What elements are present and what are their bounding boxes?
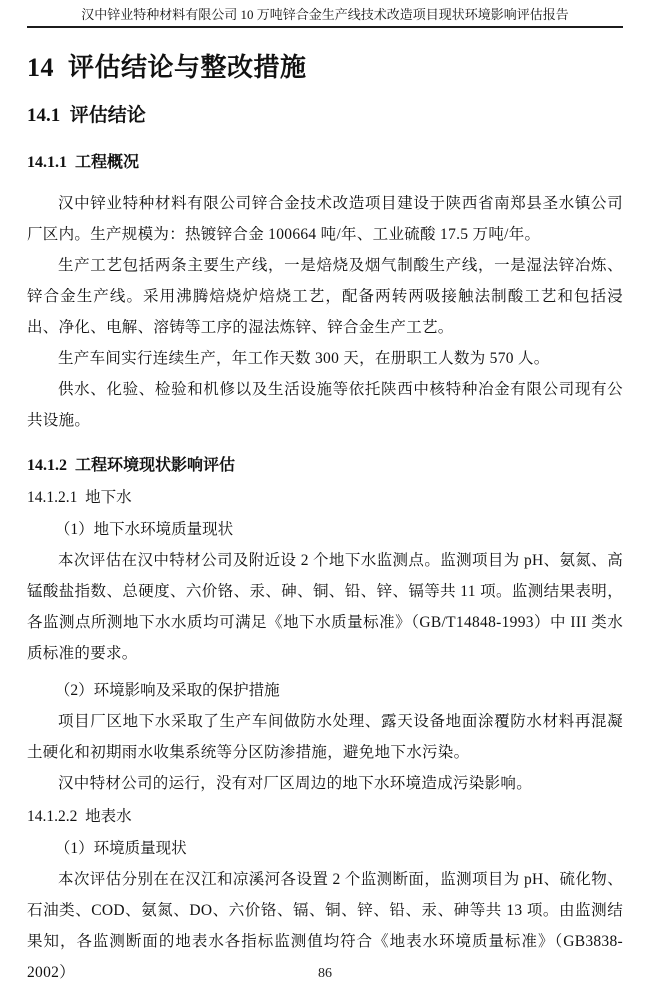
paragraph-groundwater-monitoring: 本次评估在汉中特材公司及附近设 2 个地下水监测点。监测项目为 pH、氨氮、高锰酸盐指数、总硬度、六价铬、汞、砷、铜、铅、锌、镉等共 11 项。监测结果表明，各监测点所测地下水水质均可满足《地下水质量标准》（GB/T14848-1993）中 III 类水质标准的要求。: [27, 552, 623, 662]
page-number: 86: [318, 966, 332, 981]
paragraph-public-facilities: 供水、化验、检验和机修以及生活设施等依托陕西中核特种冶金有限公司现有公共设施。: [27, 381, 623, 429]
list-item-surfacewater-quality-status: （1）环境质量现状: [54, 840, 187, 857]
paragraph-groundwater-measures: 项目厂区地下水采取了生产车间做防水处理、露天设备地面涂覆防水材料再混凝土硬化和初期雨水收集系统等分区防渗措施，避免地下水污染。: [27, 713, 623, 761]
subsubsection-heading-groundwater: 14.1.2.1 地下水: [27, 489, 132, 506]
paragraph-production-process: 生产工艺包括两条主要生产线，一是焙烧及烟气制酸生产线，一是湿法锌冶炼、锌合金生产线。采用沸腾焙烧炉焙烧工艺，配备两转两吸接触法制酸工艺和包括浸出、净化、电解、溶铸等工序的湿法炼锌、锌合金生产工艺。: [27, 257, 623, 336]
list-item-groundwater-quality-status: （1）地下水环境质量现状: [54, 521, 234, 538]
paragraph-project-location: 汉中锌业特种材料有限公司锌合金技术改造项目建设于陕西省南郑县圣水镇公司厂区内。生产规模为：热镀锌合金 100664 吨/年、工业硫酸 17.5 万吨/年。: [27, 195, 623, 243]
subsection-heading-project-overview: 14.1.1 工程概况: [27, 154, 140, 171]
subsubsection-heading-surfacewater: 14.1.2.2 地表水: [27, 808, 132, 825]
subsection-heading-environment-assessment: 14.1.2 工程环境现状影响评估: [27, 457, 236, 474]
paragraph-surfacewater-monitoring: 本次评估分别在在汉江和凉溪河各设置 2 个监测断面，监测项目为 pH、硫化物、石油类、COD、氨氮、DO、六价铬、镉、铜、锌、铅、汞、砷等共 13 项。由监测结果知，各监测断面的地表水各指标监测值均符合《地表水环境质量标准》（GB3838-2002）: [27, 871, 623, 981]
list-item-groundwater-protection: （2）环境影响及采取的保护措施: [54, 682, 280, 699]
section-heading: 14.1 评估结论: [27, 105, 146, 126]
paragraph-workdays-staff: 生产车间实行连续生产，年工作天数 300 天，在册职工人数为 570 人。: [58, 350, 550, 367]
paragraph-groundwater-conclusion: 汉中特材公司的运行，没有对厂区周边的地下水环境造成污染影响。: [58, 775, 533, 792]
chapter-heading: 14 评估结论与整改措施: [27, 53, 307, 82]
running-header: 汉中锌业特种材料有限公司 10 万吨锌合金生产线技术改造项目现状环境影响评估报告: [27, 6, 623, 28]
